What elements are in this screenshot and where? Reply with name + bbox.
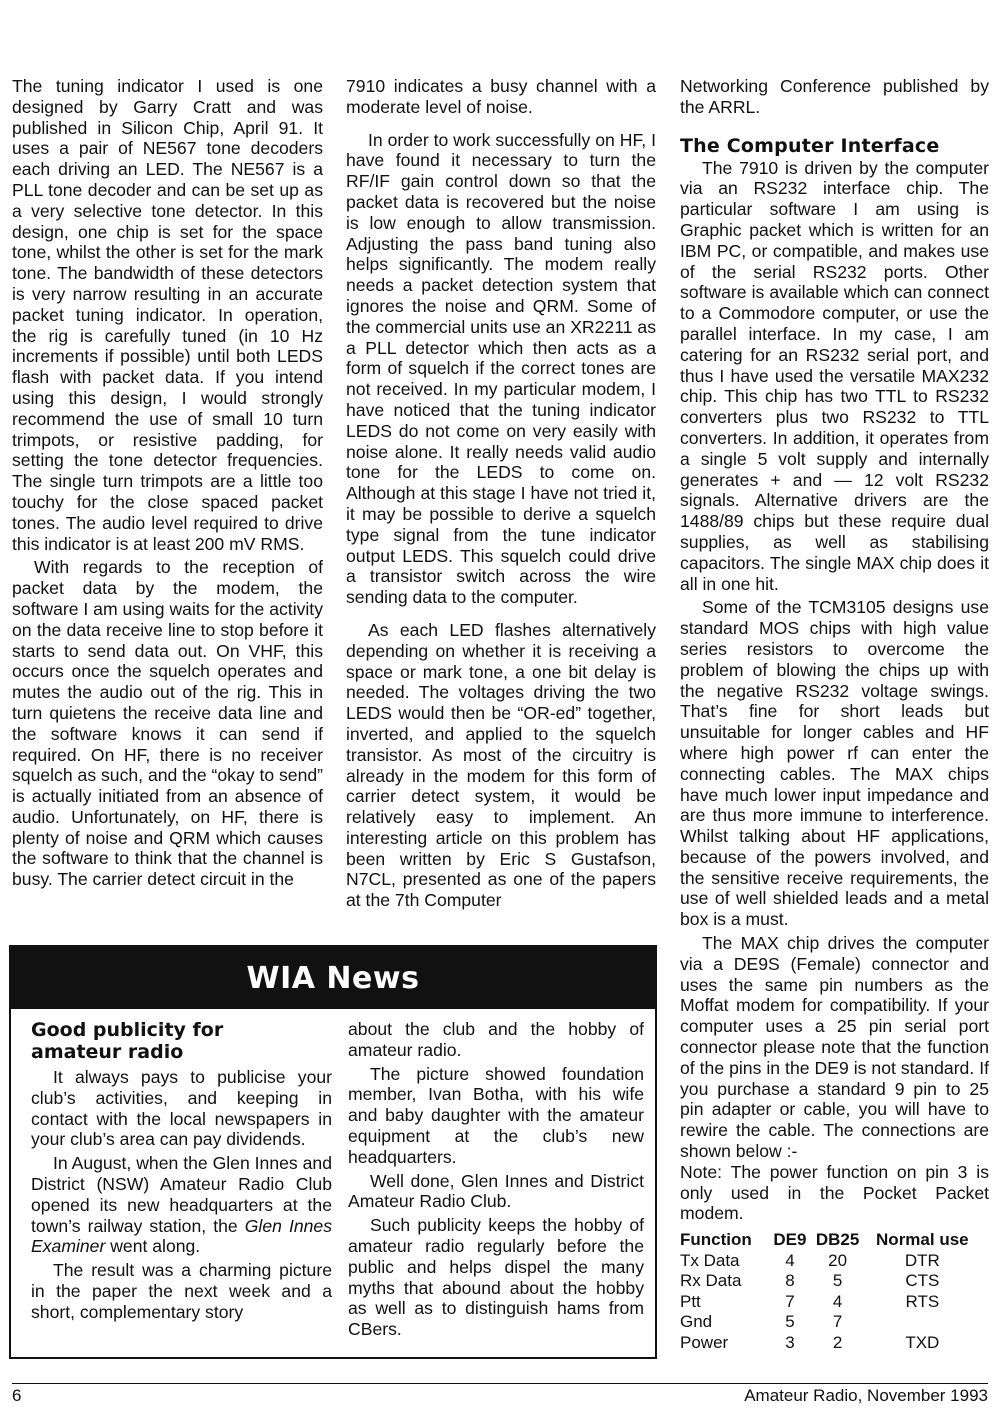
text-run: went along. [105,1236,201,1257]
paragraph: 7910 indicates a busy channel with a moderate level of noise. [346,76,656,117]
table-cell: DTR [904,1250,940,1270]
table-row [680,1312,980,1333]
paragraph: Some of the TCM3105 designs use standard MOS chips with high value series resistors to overcome the problem of blowing the chips up with the negative RS232 voltage swings. That’s fine for short leads but unsuitable for longer cables and HF where high power rf can enter the connecting cables. The MAX chips have much lower input impedance and are thus more immune to interference. Whilst talking about HF applications, because of the powers involved, and the sensitive receive requirements, the use of well shielded leads and a metal box is a must. [680,597,989,930]
news-banner: WIA News [11,947,655,1009]
text-run: In August, when the Glen Innes and District (NSW) Amateur Radio Club opened its new headquarters at the town’s railway station, the [31,1153,332,1236]
page-number: 6 [12,1386,22,1405]
table-cell: 5 [785,1312,795,1332]
note-paragraph: Note: The power function on pin 3 is only used in the Pocket Packet modem. [680,1161,989,1224]
table-cell: 20 [828,1250,848,1270]
paragraph: Networking Conference published by the ARRL. [680,76,989,117]
table-header: DB25 [815,1230,860,1250]
table-row [680,1271,980,1292]
paragraph: The 7910 is driven by the computer via an RS232 interface chip. The particular software I am using is Graphic packet which is written for an IBM PC, or compatible, and makes use of the serial RS232 ports. Other software is available which can connect to a Commodore computer, or use the parallel interface. In my case, I am catering for an RS232 serial port, and thus I have used the versatile MAX232 chip. This chip has two TTL to RS232 converters plus two RS232 to TTL converters. In addition, it operates from a single 5 volt supply and internally generates + and — 12 volt RS232 signals. Alternative drivers are the 1488/89 chips but these require dual supplies, as well as stabilising capacitors. The single MAX chip does it all in one hit. [680,157,989,594]
news-heading-line: Good publicity for [31,1019,224,1041]
table-header: Function [680,1230,752,1250]
column-3 [680,76,989,1353]
paragraph: Well done, Glen Innes and District Amateur Radio Club. [348,1170,644,1212]
wia-news-box [9,945,657,1359]
table-cell: CTS [905,1271,940,1291]
paragraph: As each LED flashes alternatively depending on whether it is receiving a space or mark tone, a one bit delay is needed. The voltages driving the two LEDS would then be “OR-ed” together, inverted, and applied to the squelch transistor. As most of the circuitry is already in the modem for this form of carrier detect system, it would be relatively easy to implement. An interesting article on this problem has been written by Eric S Gustafson, N7CL, presented as one of the papers at the 7th Computer [346,619,656,911]
news-column-1 [31,1019,332,1323]
table-row [680,1333,980,1354]
table-cell: 8 [785,1271,795,1291]
news-column-2 [348,1019,644,1340]
column-2 [346,76,656,911]
paragraph [31,1153,332,1257]
paragraph: In order to work successfully on HF, I have found it necessary to turn the RF/IF gain control down so that the packet data is recovered but the noise is low enough to allow transmission. Adjusting the pass band tuning also helps significantly. The modem really needs a packet detection system that ignores the noise and QRM. Some of the commercial units use an XR2211 as a PLL detector which then acts as a form of squelch if the correct tones are not received. In my particular modem, I have noticed that the tuning indicator LEDS do not come on very easily with noise alone. It really needs valid audio tone for the LEDS to come on. Although at this stage I have not tried it, it may be possible to derive a squelch type signal from the tune indicator output LEDS. This squelch could drive a transistor switch across the wire sending data to the computer. [346,129,656,608]
column-1 [12,76,323,890]
table-cell: 4 [832,1291,843,1311]
table-row [680,1292,980,1313]
table-header: DE9 [773,1230,807,1250]
table-row [680,1251,980,1272]
table-cell: Ptt [680,1291,701,1311]
news-heading-line: amateur radio [31,1041,184,1063]
table-cell: 2 [832,1332,843,1352]
footer-rule [12,1383,988,1384]
paragraph: It always pays to publicise your club’s activities, and keeping in contact with the local newspapers in your club’s area can pay dividends. [31,1067,332,1150]
footer-title: Amateur Radio, November 1993 [744,1386,988,1405]
paragraph: The result was a charming picture in the paper the next week and a short, complementary story [31,1260,332,1322]
newspaper-name: Glen Innes Examiner [31,1215,332,1257]
table-header-row [680,1230,980,1251]
paragraph: The MAX chip drives the computer via a DE9S (Female) connector and uses the same pin numbers as the Moffat modem for compatibility. If your computer uses a 25 pin serial port connector please note that the function of the pins in the DE9 is not standard. If you purchase a standard 9 pin to 25 pin adapter or cable, you will have to rewire the cable. The connections are shown below :- [680,933,989,1162]
table-cell: Rx Data [680,1271,742,1291]
table-cell: Gnd [680,1312,713,1332]
paragraph: The tuning indicator I used is one designed by Garry Cratt and was published in Silicon Chip, April 91. It uses a pair of NE567 tone decoders each driving an LED. The NE567 is a PLL tone decoder and can be set up as a very selective tone detector. In this design, one chip is set for the space tone, whilst the other is set for the mark tone. The bandwidth of these detectors is very narrow resulting in an accurate packet tuning indicator. In operation, the rig is carefully tuned (in 10 Hz increments if possible) until both LEDS flash with packet data. If you intend using this design, I would strongly recommend the use of small 10 turn trimpots, or resistive padding, for setting the tone detector frequencies. The single turn trimpots are a little too touchy for the close spaced packet tones. The audio level required to drive this indicator is at least 200 mV RMS. [12,76,323,554]
table-cell: RTS [905,1291,940,1311]
paragraph: Such publicity keeps the hobby of amateur radio regularly before the public and helps dispel the many myths that abound about the hobby as well as to distinguish hams from CBers. [348,1215,644,1340]
table-cell: 7 [785,1291,795,1311]
table-cell [865,1312,980,1333]
table-cell: Power [680,1332,729,1352]
table-cell: Tx Data [680,1250,740,1270]
paragraph: The picture showed foundation member, Ivan Botha, with his wife and baby daughter with the amateur equipment at the club’s new headquarters. [348,1063,644,1167]
section-heading: The Computer Interface [680,134,940,157]
table-cell: 4 [785,1250,795,1270]
paragraph: about the club and the hobby of amateur radio. [348,1019,644,1060]
table-cell: TXD [905,1332,940,1352]
paragraph: With regards to the reception of packet data by the modem, the software I am using waits for the activity on the data receive line to stop before it starts to send data out. On VHF, this occurs once the squelch operates and mutes the audio out of the rig. This in turn quietens the receive data line and the software knows it can send if required. On HF, there is no receiver squelch as such, and the “okay to send” is actually initiated from an absence of audio. Unfortunately, on HF, there is plenty of noise and QRM which causes the software to think that the channel is busy. The carrier detect circuit in the [12,557,324,890]
table-cell: 7 [832,1312,843,1332]
table-cell: 3 [785,1332,795,1352]
table-header: Normal use [876,1230,969,1250]
pin-connection-table [680,1230,980,1353]
table-cell: 5 [832,1271,843,1291]
news-heading [31,1019,332,1063]
